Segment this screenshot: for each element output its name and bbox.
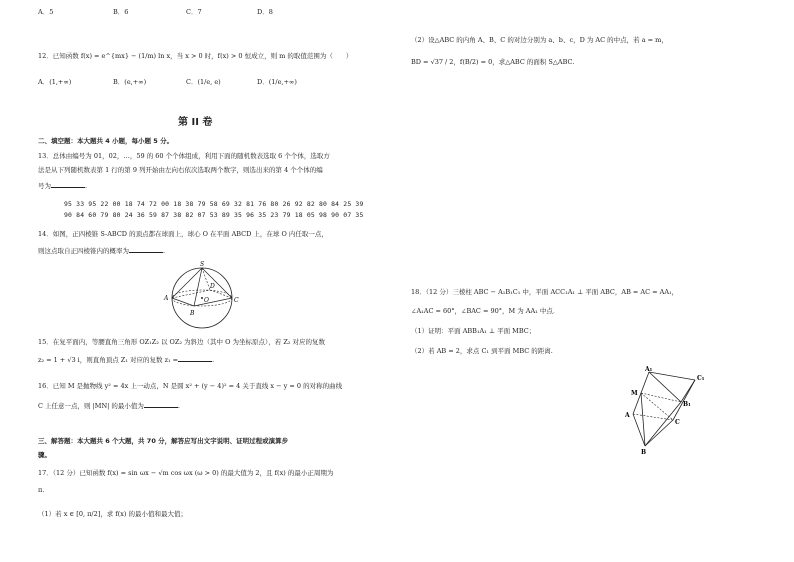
- q12-stem: 12．已知函数 f(x) = e^{mx} − (1/m) ln x，当 x > 0 时，f(x) > 0 恒成立，则 m 的取值范围为（ ）: [38, 52, 353, 60]
- label-b: B: [641, 449, 647, 456]
- q17-line-2: π.: [38, 486, 45, 494]
- right-column: [397, 0, 794, 562]
- q12-option-c: C．(1/e, e): [186, 78, 221, 86]
- label-m: M: [631, 390, 638, 397]
- q18-part-2: （2）若 AB = 2，求点 C₁ 到平面 MBC 的距离.: [411, 347, 553, 355]
- q17-part-2-line-1: （2）设△ABC 的内角 A、B、C 的对边分别为 a、b、c，D 为 AC 的中点，若 a = m，: [411, 36, 668, 44]
- label-a: A: [164, 295, 169, 302]
- q15-line-1: 15．在复平面内，等腰直角三角形 OZ₁Z₂ 以 OZ₂ 为斜边（其中 O 为坐标原点），若 Z₂ 对应的复数: [38, 338, 326, 346]
- section-3-heading-1: 三、解答题：本大题共 6 个大题，共 70 分，解答应写出文字说明、证明过程或演算步: [38, 437, 289, 445]
- label-c1: C₁: [697, 375, 705, 382]
- section-2-heading: 二、填空题：本大题共 4 小题，每小题 5 分。: [38, 137, 174, 145]
- section-3-heading-2: 骤。: [38, 451, 51, 459]
- q14-line-2: 则这点取自正四棱锥内的概率为 .: [38, 247, 166, 255]
- volume-title: 第 II 卷: [178, 117, 213, 128]
- label-c: C: [675, 419, 680, 426]
- random-table-row-1: 95 33 95 22 00 18 74 72 00 18 38 79 58 69 32 81 76 80 26 92 82 80 84 25 39: [64, 200, 364, 208]
- q18-part-1: （1）证明：平面 ABB₁A₁ ⊥ 平面 MBC；: [411, 327, 536, 335]
- triangular-prism-figure: [617, 366, 717, 456]
- q14-line-1: 14．如图，正四棱锥 S-ABCD 的顶点都在球面上，球心 O 在平面 ABCD 上，在球 O 内任取一点，: [38, 230, 328, 238]
- q13-line-2: 法是从下列随机数表第 1 行的第 9 列开始由左向右依次选取两个数字，则选出来的第 4 个个体的编: [38, 166, 323, 174]
- q17-part-2-line-2: BD = √37 / 2，f(B/2) = 0，求△ABC 的面积 S△ABC.: [411, 58, 575, 66]
- random-table-row-2: 90 84 60 79 80 24 36 59 87 38 82 07 53 89 35 96 35 23 79 18 05 98 90 07 35: [64, 211, 364, 219]
- answer-blank: [178, 355, 212, 362]
- q12-option-d: D．(1/e,+∞): [257, 78, 297, 86]
- label-c: C: [234, 297, 239, 304]
- answer-blank: [51, 181, 85, 188]
- q18-line-1: 18．（12 分）三棱柱 ABC − A₁B₁C₁ 中，平面 ACC₁A₁ ⊥ 平面 ABC，AB = AC = AA₁，: [411, 288, 679, 296]
- option-d: D．8: [257, 8, 273, 16]
- q15-line-2: z₂ = 1 + √3 i，则直角顶点 Z₁ 对应的复数 z₁ = .: [38, 356, 215, 364]
- sphere-pyramid-figure: [160, 260, 244, 330]
- label-b: B: [190, 310, 195, 317]
- label-a: A: [625, 412, 630, 419]
- q16-line-2: C 上任意一点，则 |MN| 的最小值为 .: [38, 402, 180, 410]
- label-b1: B₁: [683, 401, 691, 408]
- label-a1: A₁: [645, 366, 653, 373]
- option-b: B．6: [113, 8, 129, 16]
- option-a: A．5: [38, 8, 54, 16]
- label-d: D: [210, 283, 215, 290]
- answer-blank: [144, 401, 178, 408]
- option-c: C．7: [186, 8, 202, 16]
- q12-option-b: B．(e,+∞): [113, 78, 147, 86]
- label-o: O: [204, 297, 209, 304]
- q16-line-1: 16．已知 M 是抛物线 y² = 4x 上一动点，N 是圆 x² + (y − 4)² = 4 关于直线 x − y = 0 的对称的曲线: [38, 382, 343, 390]
- q13-line-3: 号为 .: [38, 182, 88, 190]
- q12-option-a: A．(1,+∞): [38, 78, 72, 86]
- answer-blank: [129, 246, 163, 253]
- label-s: S: [200, 261, 205, 268]
- q18-line-2: ∠A₁AC = 60°，∠BAC = 90°，M 为 AA₁ 中点．: [411, 307, 560, 315]
- q13-line-1: 13．总体由编号为 01，02，…，59 的 60 个个体组成，利用下面的随机数表选取 6 个个体，选取方: [38, 152, 330, 160]
- q17-line-1: 17．（12 分）已知函数 f(x) = sin ωx − √m cos ωx (ω > 0) 的最大值为 2，且 f(x) 的最小正周期为: [38, 469, 334, 477]
- q17-part-1: （1）若 x ∈ [0, π/2]，求 f(x) 的最小值和最大值；: [38, 510, 188, 518]
